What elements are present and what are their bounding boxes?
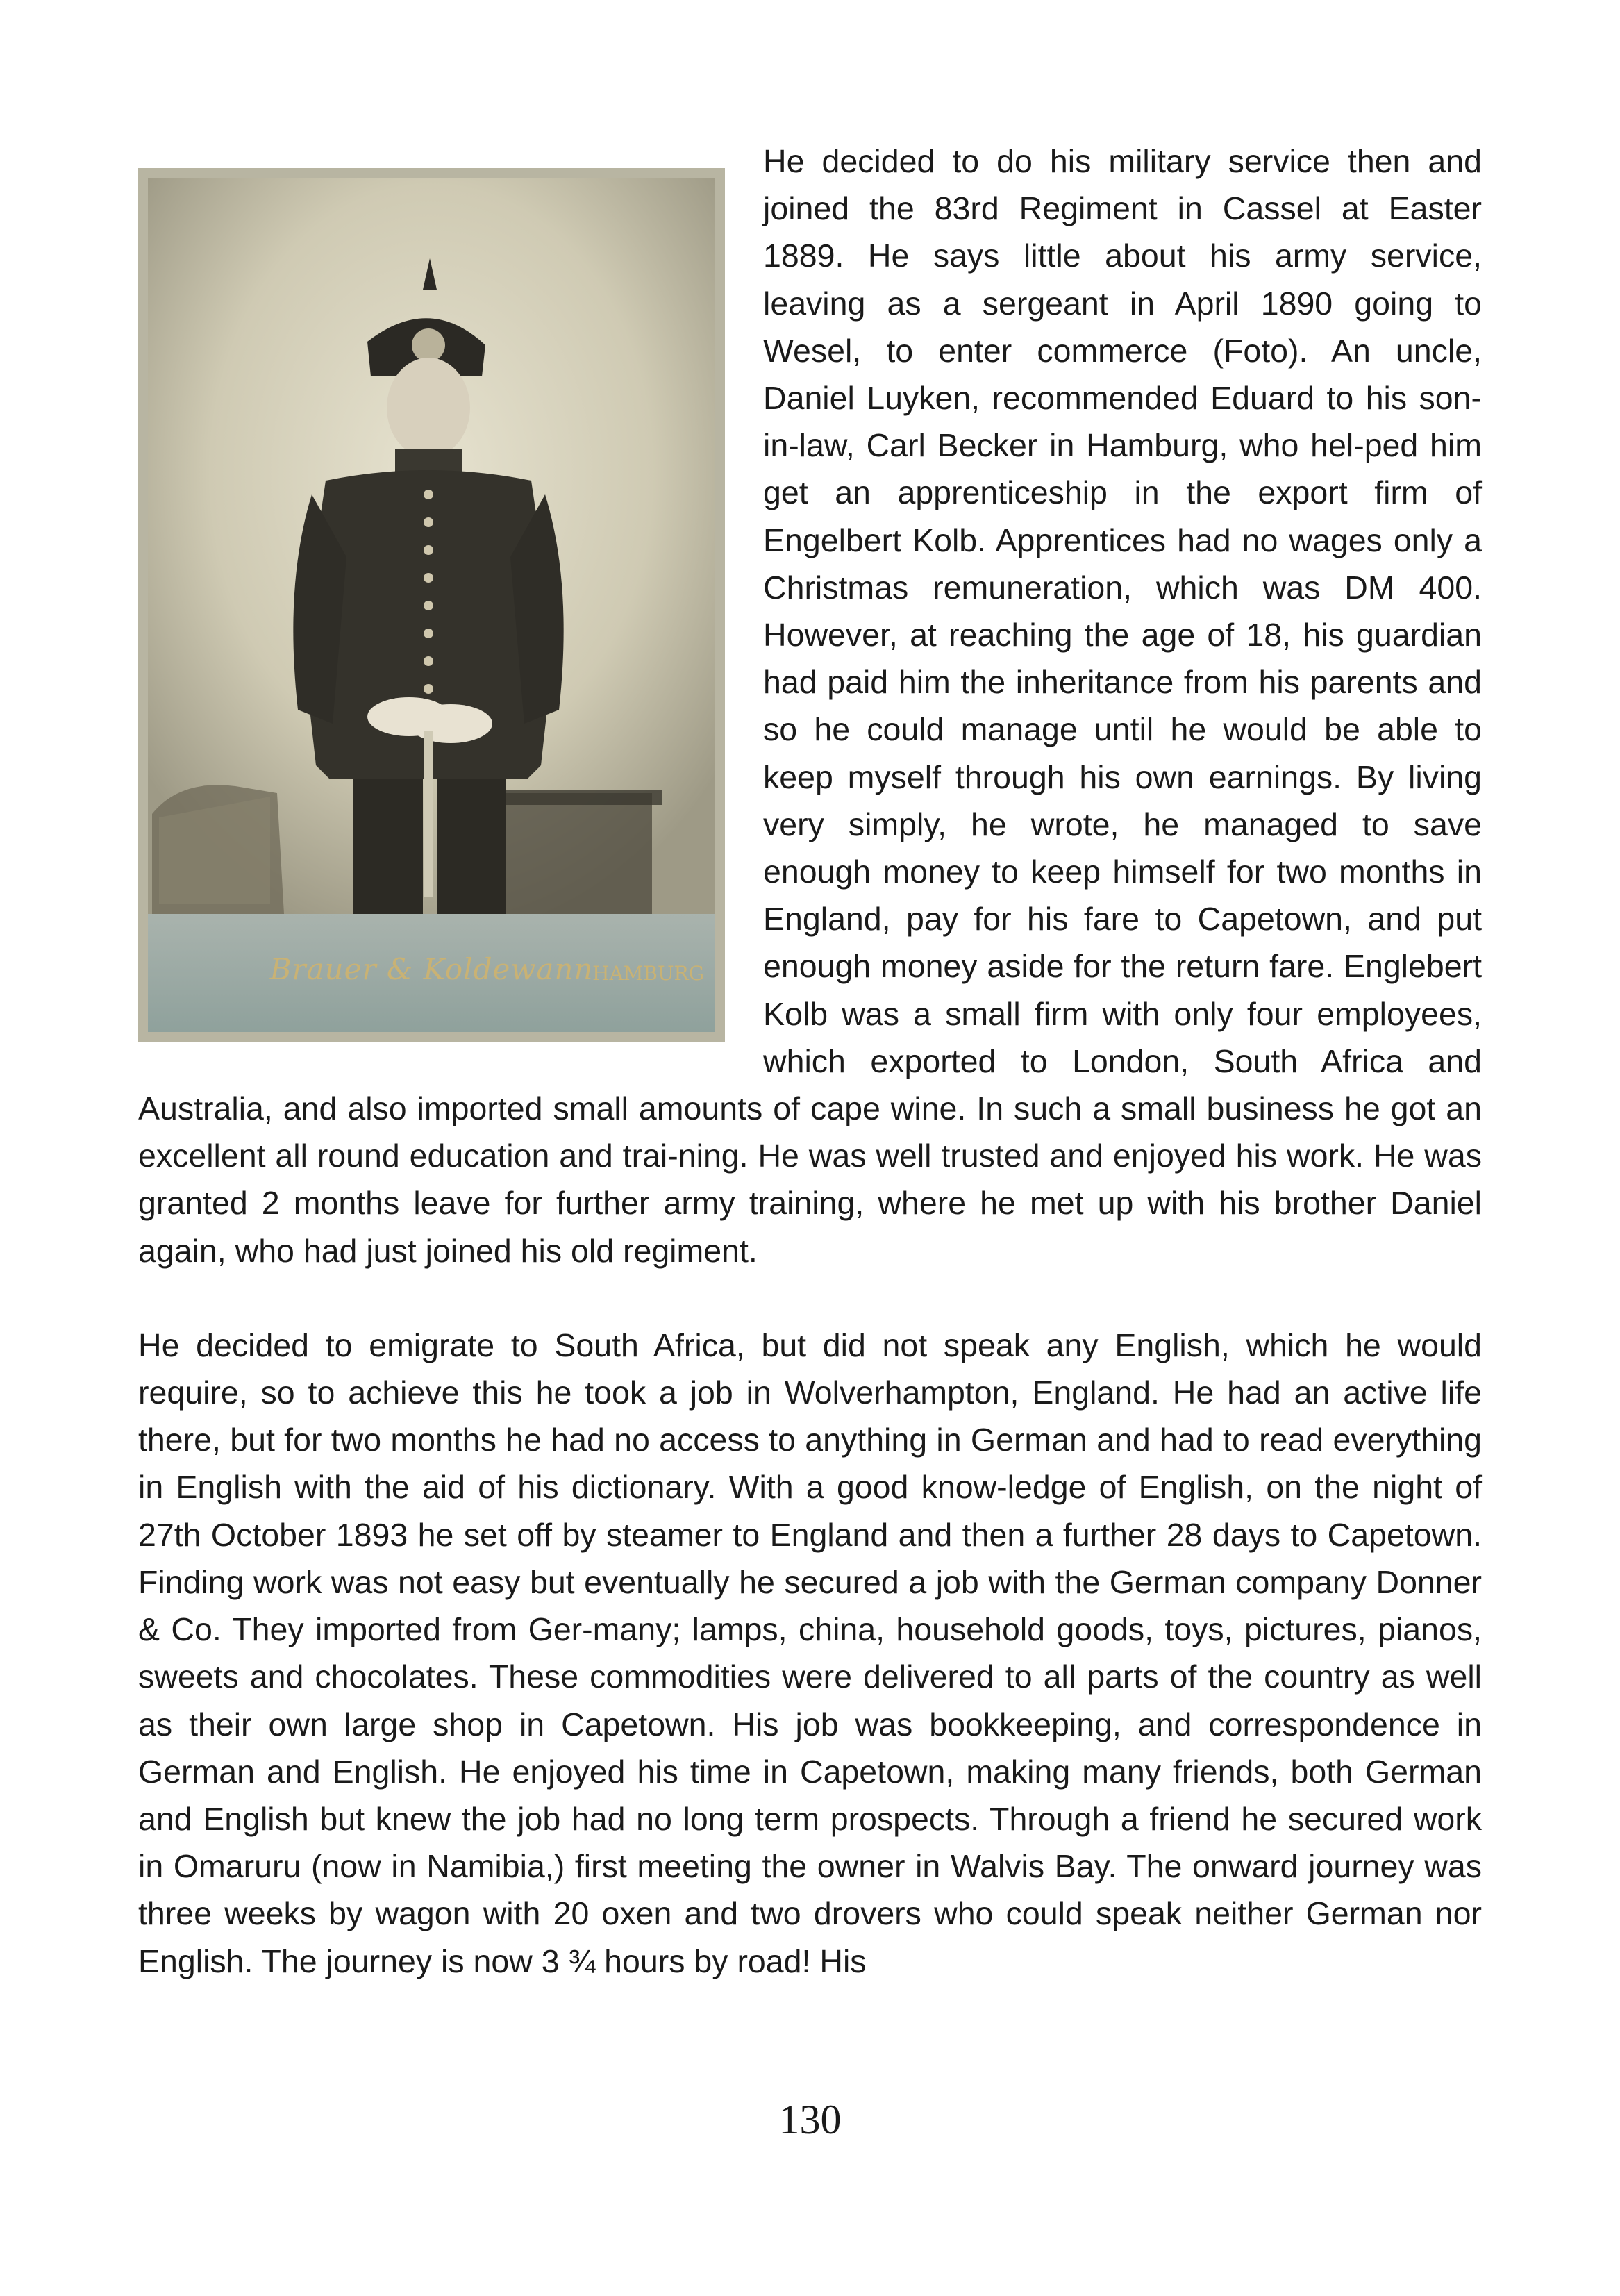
photo-studio-mark: Brauer & Koldewann: [269, 951, 594, 986]
page-number: 130: [778, 2097, 842, 2143]
photograph-image: [138, 168, 725, 1042]
body-text: [138, 138, 1482, 1985]
paragraph-2: He decided to emigrate to South Africa, but did not speak any English, which he would require, so to achieve this he took a job in Wolverhampton, England. He had an active life there, but for two months he had no access to anything in German and had to read everything in English with the aid of his dictionary. With a good know-ledge of English, on the night of 27th October 1893 he set off by steamer to England and then a further 28 days to Capetown. Finding work was not easy but eventually he secured a job with the German company Donner & Co. They imported from Ger-many; lamps, china, household goods, toys, pictures, pianos, sweets and chocolates. These commodities were delivered to all parts of the country as well as their own large shop in Capetown. His job was bookkeeping, and correspondence in German and English. He enjoyed his time in Capetown, making many friends, both German and English but knew the job had no long term prospects. Through a friend he secured work in Omaruru (now in Namibia,) first meeting the owner in Walvis Bay. The onward journey was three weeks by wagon with 20 oxen and two drovers who could speak neither German nor English. The journey is now 3 ¾ hours by road! His: [138, 1326, 1482, 1979]
paragraph-1: He decided to do his military service then and joined the 83rd Regiment in Cassel at Easter 1889. He says little about his army service, leaving as a sergeant in April 1890 going to Wesel, to enter commerce (Foto). An uncle, Daniel Luyken, recommended Eduard to his son-in-law, Carl Becker in Hamburg, who hel-ped him get an apprenticeship in the export firm of Engelbert Kolb. Apprentices had no wages only a Christmas remuneration, which was DM 400. However, at reaching the age of 18, his guardian had paid him the inheritance from his parents and so he could manage until he would be able to keep myself through his own earnings. By living very simply, he wrote, he managed to save enough money to keep himself for two months in England, pay for his fare to Capetown, and put enough money aside for the return fare. Englebert Kolb was a small firm with only four employees, which exported to London, South Africa and Australia, and also imported small amounts of cape wine. In such a small business he got an excellent all round education and trai-ning. He was well trusted and enjoyed his work. He was granted 2 months leave for further army training, where he met up with his brother Daniel again, who had just joined his old regiment.: [138, 143, 1482, 1269]
photo-studio-city: HAMBURG: [592, 961, 704, 985]
soldier-photograph: [138, 168, 725, 1042]
